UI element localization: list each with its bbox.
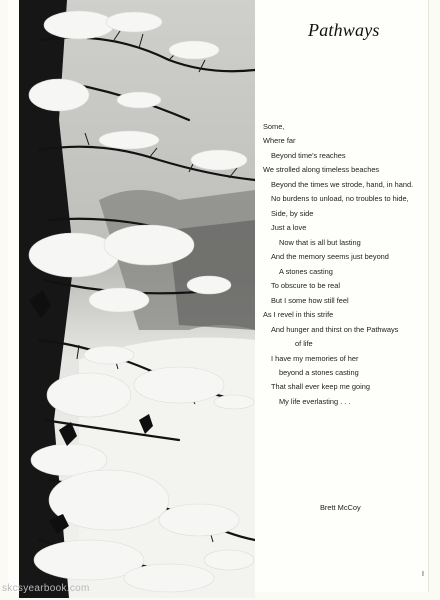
poem-line: That shall ever keep me going — [271, 382, 371, 392]
poem-line: beyond a stones casting — [279, 367, 359, 377]
poem-line: But I some how still feel — [271, 295, 349, 305]
snowy-pine-photo — [19, 0, 255, 598]
poem-line: Beyond time's reaches — [271, 150, 346, 160]
poem-body — [263, 120, 438, 409]
poem-line: Side, by side — [271, 208, 314, 218]
poem-line: Beyond the times we strode, hand, in hand. — [271, 179, 414, 189]
watermark: skcsyearbook.com — [2, 583, 90, 594]
poem-line: We strolled along timeless beaches — [263, 165, 380, 175]
poem-line: of life — [295, 339, 313, 349]
poem-line: Where far — [263, 136, 296, 146]
poem-author: Brett McCoy — [320, 503, 361, 512]
snowy-pine-illustration — [19, 0, 255, 598]
poem-line: As I revel in this strife — [263, 310, 334, 320]
poem-line: Now that is all but lasting — [279, 237, 361, 247]
poem-line: Just a love — [271, 223, 307, 233]
poem-line: A stones casting — [279, 266, 333, 276]
poem-line: And hunger and thirst on the Pathways — [271, 324, 399, 334]
poem-line: No burdens to unload, no troubles to hide, — [271, 194, 409, 204]
poem-line: I have my memories of her — [271, 353, 359, 363]
poem-title: Pathways — [308, 20, 380, 40]
yearbook-page — [8, 0, 428, 592]
poem-line: Some, — [263, 122, 285, 131]
page-number: I — [422, 571, 424, 578]
poem-line: And the memory seems just beyond — [271, 252, 389, 262]
poem-line: To obscure to be real — [271, 281, 341, 291]
poem-line: My life everlasting . . . — [279, 396, 351, 406]
